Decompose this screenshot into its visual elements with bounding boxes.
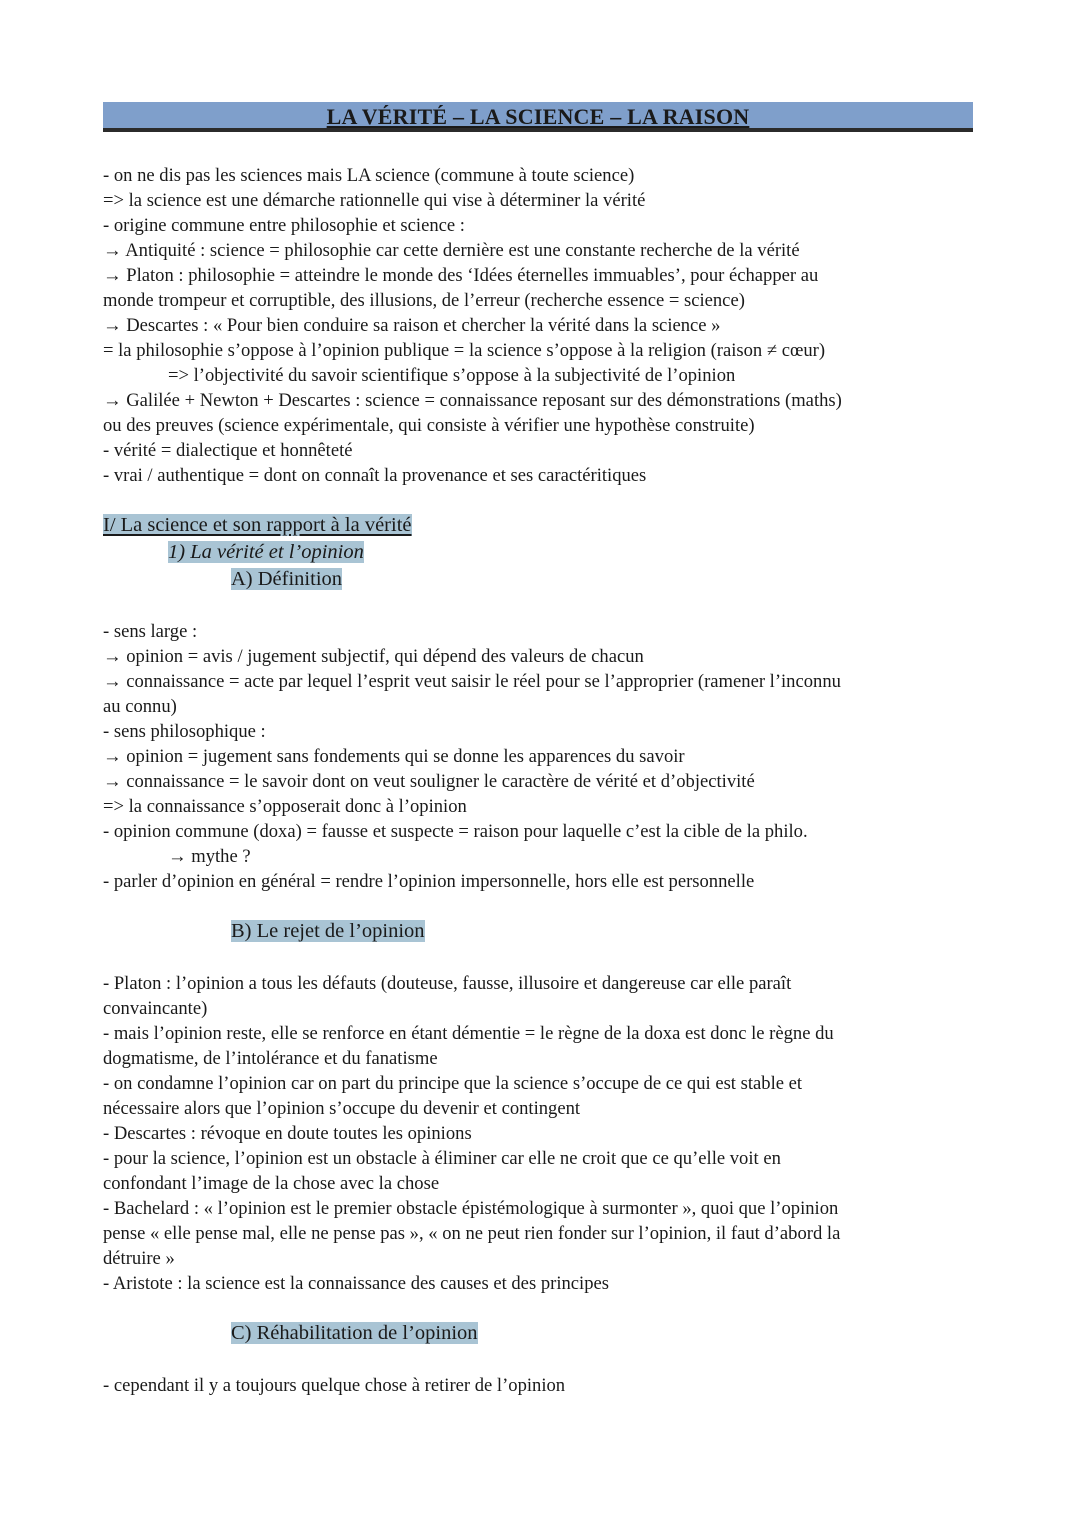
intro-line: ou des preuves (science expérimentale, qui consiste à vérifier une hypothèse construite) — [103, 415, 755, 436]
definition-line: - sens large : — [103, 621, 198, 642]
intro-line: => l’objectivité du savoir scientifique s’oppose à la subjectivité de l’opinion — [168, 365, 736, 386]
subsubsection-heading-c — [103, 1320, 973, 1347]
document-title: LA VÉRITÉ – LA SCIENCE – LA RAISON — [326, 104, 750, 129]
intro-line: → Descartes : « Pour bien conduire sa raison et chercher la vérité dans la science » — [103, 315, 721, 336]
rejection-line: - pour la science, l’opinion est un obstacle à éliminer car elle ne croit que ce qu’elle voit en — [103, 1148, 781, 1169]
definition-block — [103, 619, 973, 894]
section-heading-text: I/ La science et son rapport à la vérité — [103, 514, 412, 536]
definition-line: - sens philosophique : — [103, 721, 266, 742]
intro-line: - on ne dis pas les sciences mais LA science (commune à toute science) — [103, 165, 635, 186]
intro-line: - vrai / authentique = dont on connaît la provenance et ses caractéritiques — [103, 465, 647, 486]
intro-line: → Antiquité : science = philosophie car cette dernière est une constante recherche de la vérité — [103, 240, 800, 261]
intro-line: - origine commune entre philosophie et science : — [103, 215, 465, 236]
subsubsection-heading-b — [103, 918, 973, 945]
rehabilitation-line: - cependant il y a toujours quelque chose à retirer de l’opinion — [103, 1375, 566, 1396]
intro-line: - vérité = dialectique et honnêteté — [103, 440, 353, 461]
rejection-line: nécessaire alors que l’opinion s’occupe du devenir et contingent — [103, 1098, 581, 1119]
intro-line: monde trompeur et corruptible, des illusions, de l’erreur (recherche essence = science) — [103, 290, 745, 311]
document-title-bar — [103, 102, 973, 132]
definition-line: → opinion = avis / jugement subjectif, qui dépend des valeurs de chacun — [103, 646, 644, 667]
subsubsection-heading-a-text: A) Définition — [231, 568, 343, 590]
section-heading — [103, 512, 973, 539]
rejection-line: - mais l’opinion reste, elle se renforce en étant démentie = le règne de la doxa est donc le règne du — [103, 1023, 834, 1044]
definition-line: → mythe ? — [168, 846, 251, 867]
intro-line: → Platon : philosophie = atteindre le monde des ‘Idées éternelles immuables’, pour échapper au — [103, 265, 819, 286]
document-page — [103, 102, 973, 1398]
rejection-line: - on condamne l’opinion car on part du principe que la science s’occupe de ce qui est stable et — [103, 1073, 803, 1094]
intro-line: => la science est une démarche rationnelle qui vise à déterminer la vérité — [103, 190, 646, 211]
definition-line: => la connaissance s’opposerait donc à l’opinion — [103, 796, 467, 817]
rejection-line: convaincante) — [103, 998, 208, 1019]
rejection-line: - Aristote : la science est la connaissance des causes et des principes — [103, 1273, 609, 1294]
rejection-line: dogmatisme, de l’intolérance et du fanatisme — [103, 1048, 438, 1069]
definition-line: au connu) — [103, 696, 177, 717]
rejection-block — [103, 971, 973, 1296]
intro-block — [103, 163, 973, 488]
rejection-line: détruire » — [103, 1248, 175, 1269]
definition-line: → connaissance = le savoir dont on veut souligner le caractère de vérité et d’objectivité — [103, 771, 755, 792]
subsubsection-heading-a — [103, 566, 973, 593]
definition-line: → opinion = jugement sans fondements qui se donne les apparences du savoir — [103, 746, 685, 767]
definition-line: - parler d’opinion en général = rendre l’opinion impersonnelle, hors elle est personnelle — [103, 871, 755, 892]
rejection-line: confondant l’image de la chose avec la chose — [103, 1173, 440, 1194]
intro-line: → Galilée + Newton + Descartes : science = connaissance reposant sur des démonstrations (maths) — [103, 390, 842, 411]
definition-line: → connaissance = acte par lequel l’esprit veut saisir le réel pour se l’approprier (ramener l’inconnu — [103, 671, 841, 692]
subsection-heading-text: 1) La vérité et l’opinion — [168, 541, 364, 563]
intro-line: = la philosophie s’oppose à l’opinion publique = la science s’oppose à la religion (raison ≠ cœur) — [103, 340, 826, 361]
rejection-line: - Descartes : révoque en doute toutes les opinions — [103, 1123, 472, 1144]
rejection-line: - Platon : l’opinion a tous les défauts (douteuse, fausse, illusoire et dangereuse car elle paraît — [103, 973, 792, 994]
rejection-line: pense « elle pense mal, elle ne pense pas », « on ne peut rien fonder sur l’opinion, il faut d’abord la — [103, 1223, 841, 1244]
subsection-heading — [103, 539, 973, 566]
subsubsection-heading-c-text: C) Réhabilitation de l’opinion — [231, 1322, 478, 1344]
rejection-line: - Bachelard : « l’opinion est le premier obstacle épistémologique à surmonter », quoi que l’opinion — [103, 1198, 839, 1219]
definition-line: - opinion commune (doxa) = fausse et suspecte = raison pour laquelle c’est la cible de la philo. — [103, 821, 808, 842]
rehabilitation-block — [103, 1373, 973, 1398]
subsubsection-heading-b-text: B) Le rejet de l’opinion — [231, 920, 425, 942]
